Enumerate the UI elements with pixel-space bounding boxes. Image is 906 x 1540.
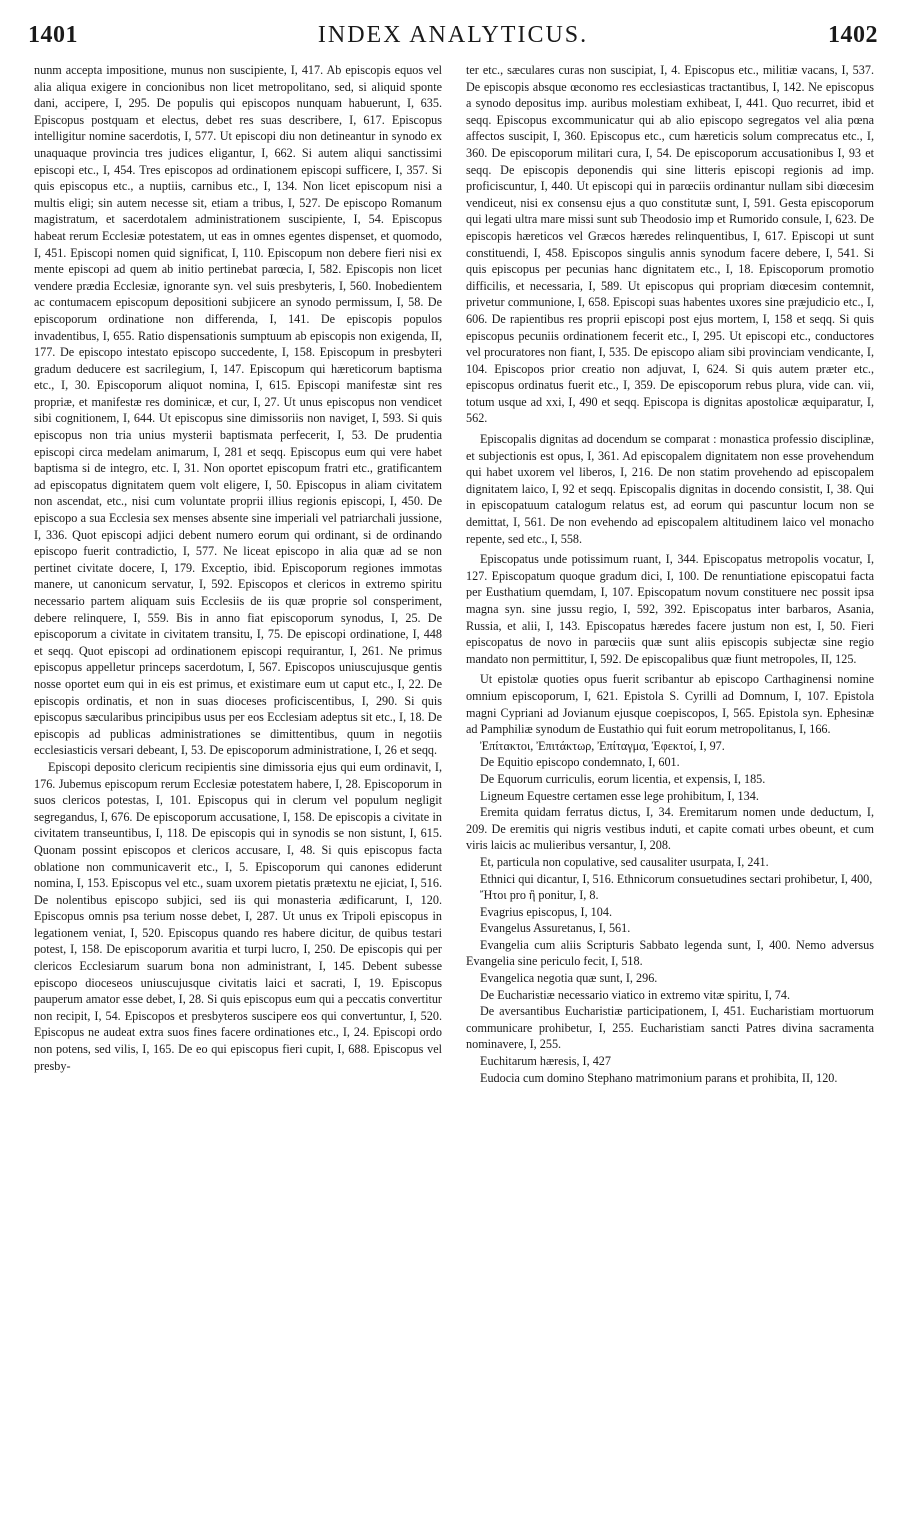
index-entry: Evangelus Assuretanus, I, 561. <box>480 921 631 936</box>
index-entry: Episcopalis dignitas ad docendum se comparat : monastica professio disciplinæ, et subjectionis est opus, I, 361. Ad episcopalem dignitatem non esse provehendum qui habet uxorem vel liberos, I, 216. De non statim provehendo ad episcopalem dignitatem laico, I, 92 et seqq. Episcopalis dignitas in docendo consistit, I, 38. Qui in episcopatuum catalogum relatus est, ad eorum qui pascuntur locum non se demittat, I, 561. De non evehendo ad episcopalem altitudinem laico vel monacho repente, sed etc., I, 558. <box>466 432 874 546</box>
index-entry: Ἤτοι pro ἢ ponitur, I, 8. <box>480 888 599 903</box>
page-number-right: 1402 <box>828 22 878 48</box>
index-entry: De Eucharistiæ necessario viatico in extremo vitæ spiritu, I, 74. <box>480 987 791 1002</box>
left-column <box>34 62 442 1522</box>
index-entry: Episcopi deposito clericum recipientis sine dimissoria ejus qui eum ordinavit, I, 176. Jubemus episcopum rerum Ecclesiæ potestatem habere, I, 28. Episcoporum in suos clericos potestas, I, 101. Episcopus qui in clerum vel populum negligit segregandus, I, 676. De episcoporum accusatione, I, 158. De episcopis a civitate in civitatem transeuntibus, I, 118. De episcopis qui in synodis se non sistunt, I, 615. Quonam possint episcopos et clericos accusare, I, 48. Si quis episcopus facta oblatione non communicaverit etc., I, 5. Episcoporum qui canones ediderunt nomina, I, 153. Episcopus vel etc., suam uxorem pietatis prætextu ne ejiciat, I, 516. De nolentibus episcopo subjici, sed iis qui monasteria ædificarunt, I, 120. Episcopus omnis psa terium nosse debet, I, 287. Ut unus ex Tripoli episcopus in legationem veniat, I, 520. Episcopus quando res habere dicitur, de quibus testari potest, I, 158. De episcoporum avaritia et turpi lucro, I, 250. De episcopis qui per clericos Ecclesiarum suarum bona non administrant, I, 145. Debent subesse episcopo dioceseos uniuscujusque civitatis laici et sacrati, I, 19. Episcopus pauperum amator esse debet, I, 28. Si quis episcopus eum qui a peccatis convertitur non recipit, I, 54. Episcopos et presbyteros suscipere eos qui convertuntur, I, 520. Episcopus ne audeat extra suos fines facere ordinationes etc., I, 24. Episcopi ordo non potens, sed vilis, I, 165. De eo qui episcopus fieri cupit, I, 688. Episcopus vel presby- <box>34 759 442 1073</box>
index-entry: Evagrius episcopus, I, 104. <box>480 904 613 919</box>
index-entry: nunm accepta impositione, munus non suscipiente, I, 417. Ab episcopis equos vel alia aliqua exigere in concionibus non licet metropolitano, sed, si aliquid sponte dani, accipere, I, 295. De populis qui episcopos nunquam habuerunt, I, 635. Episcopus postquam et electus, debet res suas describere, I, 617. Episcopus intelligitur nomine sacerdotis, I, 577. Ut episcopi diu non detineantur in synodo ex unaquaque provincia tres judices eligantur, I, 662. Si autem aliqui sanctissimi episcopi etc., I, 454. Tres episcopos ad ordinationem episcopi sufficere, I, 357. Si quis episcopus etc., a nuptiis, carnibus etc., I, 134. Non licet episcopum nisi a multis eligi; sin autem necesse sit, etiam a tribus, I, 527. De episcopo Romanum magistratum, et sacerdotalem administrationem suscipiente, I, 54. Episcopus habeat rerum Ecclesiæ potestatem, ut eas in omnes egentes dispenset, et quomodo, I, 451. Episcopi nomen quid significat, I, 110. Episcopum non debere fieri nisi ex mente episcopi ad quem ab initio pertinebat parœcia, I, 582. Episcopis non licet vendere prædia Ecclesiæ, ignorante syn. vel suis presbyteris, I, 560. Inobedientem ac contumacem episcopum depositioni subjicere an synodo permissum, I, 58. De episcoporum ordinatione non differenda, I, 141. De episcopis populos invadentibus, I, 655. Ratio dispensationis sumptuum ab episcopis non exigenda, II, 177. De episcopo intestato episcopo succedente, I, 158. Episcopum in presbyteri gradum deducere est sacrilegium, I, 147. Episcopum qui hæreticorum baptisma etc., I, 30. Episcoporum aliquot nomina, I, 615. Episcopi manifestæ sint res propriæ, et manifestæ res dominicæ, et cur, I, 27. Ut unus episcopus non vendicet sibi cognitionem, I, 644. Ut episcopus sine dimissoriis non naviget, I, 593. Si quis episcopus non tria unius mysterii baptismata perfecerit, I, 53. De prudentia episcopi circa medelam animarum, I, 281 et seqq. Episcopus eum qui vere habet baptisma si de integro, etc. I, 31. Non oportet episcopum fratri etc., gratificantem ad episcopatus dignitatem quem volt eligere, I, 50. Episcopus in aliam civitatem non ascendat, etc., nisi cum voluntate proprii illius regionis episcopi, I, 450. De episcopo a sua Ecclesia sex menses absente sine imperiali vel patriarchali jussione, I, 336. Quot episcopi adjici debent numero eorum qui ordinant, si de ordinando episcopo fuerit contradictio, I, 577. Ne liceat episcopo in alia quæ ad se non pertinet civitate docere, I, 179. Exceptio, ibid. Episcoporum regiones immotas manere, ut canonicum servatur, I, 592. Episcopos et clericos in extremo spiritu necessario partem aliquam suis Ecclesiis de iis quæ proprie sol consperiment, debere relinquere, I, 559. Bis in anno fiat episcoporum synodus, I, 25. De episcoporum a civitate in civitatem transitu, I, 75. De episcopi ordinatione, I, 448 et seqq. Quot episcopi ad ordinationem episcopi requirantur, I, 261. Ne primus episcopus appelletur princeps sacerdotum, I, 567. Episcopos uniuscujusque gentis nosse oportet eum qui in eis est primus, et existimare eum ut caput etc., I, 22. De episcopis ordinatis, et non in suas dioceses proficiscentibus, I, 290. Si quis episcopus sæcularibus principibus usus per eos Ecclesiam adeptus sit etc., I, 18. De episcopis ad publicas administrationes se dimittentibus, quum in negotiis ecclesiasticis versari debeant, I, 53. De episcoporum administratione, I, 26 et seqq. <box>34 63 442 758</box>
index-entry: De aversantibus Eucharistiæ participationem, I, 451. Eucharistiam mortuorum communicare prohibetur, I, 255. Eucharistiam sancti Patres divina sacramenta nominavere, I, 255. <box>466 1004 874 1052</box>
index-entry: Euchitarum hæresis, I, 427 <box>480 1054 611 1069</box>
running-title: INDEX ANALYTICUS. <box>317 22 589 48</box>
index-entry: Eudocia cum domino Stephano matrimonium parans et prohibita, II, 120. <box>480 1070 838 1085</box>
index-entry: Eremita quidam ferratus dictus, I, 34. Eremitarum nomen unde deductum, I, 209. De eremitis qui nigris vestibus induti, et capite comati urbes obeunt, et cum viris laicis ac mulieribus versantur, I, 208. <box>466 805 874 853</box>
index-entry: Ligneum Equestre certamen esse lege prohibitum, I, 134. <box>480 788 759 803</box>
page-number-left: 1401 <box>28 22 78 48</box>
index-entry: De Equorum curriculis, eorum licentia, et expensis, I, 185. <box>480 771 766 786</box>
index-entry: Ἐπίτακτοι, Ἐπιτάκτωρ, Ἐπίταγμα, Ἐφεκτοί, I, 97. <box>480 738 725 753</box>
right-column <box>466 62 874 1522</box>
page-header <box>28 22 878 52</box>
index-entry: Episcopatus unde potissimum ruant, I, 344. Episcopatus metropolis vocatur, I, 127. Episcopatum quoque gradum dici, I, 100. De renuntiatione episcopatui facta per Eusthatium quemdam, I, 107. Episcopatum novum constituere nec possit ipsa magna syn. sine jussu regio, I, 592, 392. Episcopatus inter barbaros, Asania, Russia, et alii, I, 143. Episcopatus hæredes facere justum non est, I, 50. Fieri episcopatus de novo in parœciis quæ sunt aliis episcopis subjectæ sine regio mandato non permittitur, I, 592. De episcopalibus quæ fiunt metropoles, II, 125. <box>466 552 874 666</box>
index-entry: De Equitio episcopo condemnato, I, 601. <box>480 755 680 770</box>
index-entry: Ethnici qui dicantur, I, 516. Ethnicorum consuetudines sectari prohibetur, I, 400, <box>480 871 873 886</box>
index-entry: ter etc., sæculares curas non suscipiat, I, 4. Episcopus etc., militiæ vacans, I, 537. De episcopis absque œconomo res ecclesiasticas tractantibus, I, 142. Ne episcopus a synodo depositus imp. auribus molestiam exhibeat, I, 441. Quo recurret, ibid et seqq. Episcopus excommunicatur qui ab alio episcopo segregatos vel alia pœna affectos suscipit, I, 360. Episcopus etc., cum hæreticis solum comprecatus etc., I, 360. De episcoporum militari cura, I, 54. De episcoporum accusationibus I, 93 et seqq. De episcopis deponendis qui sine litteris episcopi regionis ad imp. proficiscuntur, I, 440. Ut episcopi qui in parœciis ordinantur nullam sibi diœcesim vendiceut, nisi ex consensu ejus a quo constitutæ sunt, I, 591. Gesta episcoporum qui legati ultra mare missi sunt sub Theodosio imp et Rumorido consule, I, 623. De episcopis hæreticos vel Græcos hæredes relinquentibus, I, 617. Episcopi ut sunt constituendi, I, 458. Episcopos singulis annis synodum facere debere, I, 541. Si quis episcopus per pecunias hanc dignitatem etc., I, 18. Episcoporum promotio difficilis, et necessaria, I, 589. Ut episcopus qui propriam diœcesim contemnit, privetur communione, I, 658. Episcopi suas habentes uxores sine præjudicio etc., I, 606. De rapientibus res proprii episcopi post ejus mortem, I, 158 et seqq. Si quis episcopus pecuniis ordinationem fecerit etc., I, 295. Ut episcopi etc., conductores vel procuratores non fiant, I, 535. De episcopo aliam sibi provinciam vendicante, I, 104. Episcopos prior creatio non adjuvat, I, 624. Si quis autem præter etc., episcopus ordinatus fuerit etc., I, 359. De episcoporum rebus plura, vide can. vii, totum usque ad xxi, I, 490 et seqq. Episcopa is dignitas apostolicæ æquiparatur, I, 562. <box>466 63 874 426</box>
index-entry: Et, particula non copulative, sed causaliter usurpata, I, 241. <box>480 854 769 869</box>
index-entry: Ut epistolæ quoties opus fuerit scribantur ab episcopo Carthaginensi nomine omnium episcoporum, I, 621. Epistola S. Cyrilli ad Domnum, I, 107. Epistola magni Cypriani ad Jovianum ejusque coepiscopos, I, 565. Epistola syn. Ephesinæ ad Pamphiliæ synodum de Eustathio qui fuit eorum metropolitanus, I, 166. <box>466 672 874 737</box>
index-entry: Evangelia cum aliis Scripturis Sabbato legenda sunt, I, 400. Nemo adversus Evangelia sine periculo fecit, I, 518. <box>466 937 874 969</box>
index-entry: Evangelica negotia quæ sunt, I, 296. <box>480 971 658 986</box>
